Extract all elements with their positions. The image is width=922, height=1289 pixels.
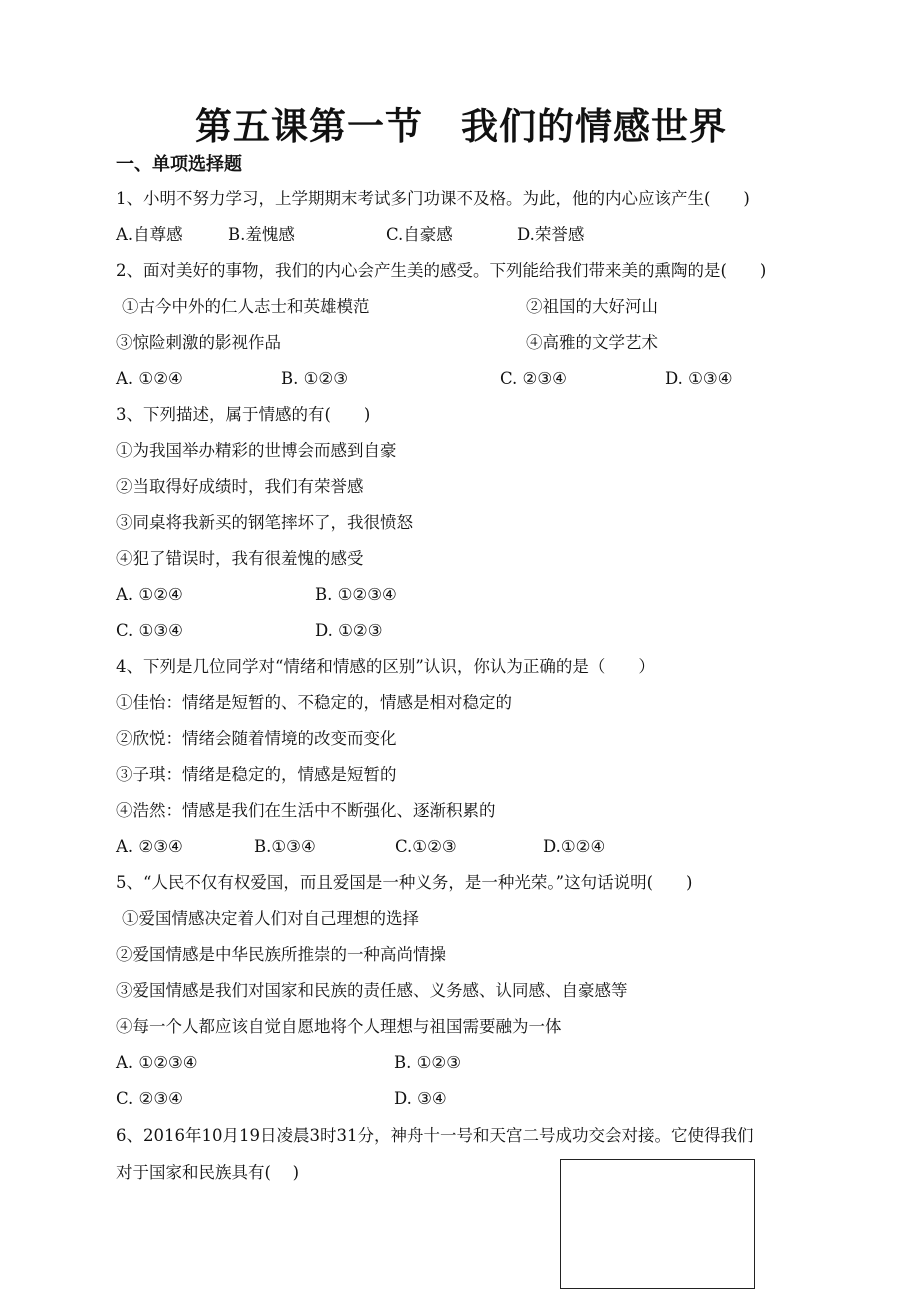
question-1-stem: 1、小明不努力学习，上学期期末考试多门功课不及格。为此，他的内心应该产生( ) <box>116 189 750 208</box>
statement-4: ④高雅的文学艺术 <box>526 333 658 352</box>
question-3-options-row1 <box>116 582 816 608</box>
question-6-stem-line1: 6、2016年10月19日凌晨3时31分，神舟十一号和天宫二号成功交会对接。它使得我们 <box>116 1126 754 1145</box>
option-b: B. ①②③ <box>281 369 348 388</box>
option-d: D.荣誉感 <box>517 225 585 244</box>
option-a: A.自尊感 <box>116 225 183 244</box>
question-3-stem: 3、下列描述，属于情感的有( ) <box>116 405 371 424</box>
statement-2: ②祖国的大好河山 <box>526 297 658 316</box>
section-heading: 一、单项选择题 <box>116 154 242 175</box>
statement-4: ④每一个人都应该自觉自愿地将个人理想与祖国需要融为一体 <box>116 1017 562 1036</box>
statement-2: ②爱国情感是中华民族所推崇的一种高尚情操 <box>116 945 446 964</box>
question-2-options <box>116 366 816 392</box>
question-4-options <box>116 834 816 860</box>
option-b: B.①③④ <box>254 837 316 856</box>
option-a: A. ①②④ <box>116 585 183 604</box>
option-a: A. ①②③④ <box>116 1053 198 1072</box>
option-d: D. ①②③ <box>315 621 383 640</box>
statement-2: ②欣悦：情绪会随着情境的改变而变化 <box>116 729 397 748</box>
statement-1: ①为我国举办精彩的世博会而感到自豪 <box>116 441 397 460</box>
question-1-options <box>116 222 816 248</box>
question-6-stem-line2: 对于国家和民族具有( ) <box>116 1163 300 1182</box>
statement-3: ③同桌将我新买的钢笔摔坏了，我很愤怒 <box>116 513 413 532</box>
statement-3: ③爱国情感是我们对国家和民族的责任感、义务感、认同感、自豪感等 <box>116 981 628 1000</box>
statement-1: ①古今中外的仁人志士和英雄模范 <box>122 297 370 316</box>
question-2-stem: 2、面对美好的事物，我们的内心会产生美的感受。下列能给我们带来美的熏陶的是( ) <box>116 261 767 280</box>
question-4-stem: 4、下列是几位同学对“情绪和情感的区别”认识，你认为正确的是（ ） <box>116 657 655 676</box>
option-d: D. ①③④ <box>665 369 733 388</box>
question-3-options-row2 <box>116 618 816 644</box>
option-c: C. ②③④ <box>116 1089 183 1108</box>
statement-1: ①爱国情感决定着人们对自己理想的选择 <box>122 909 419 928</box>
question-5-options-row2 <box>116 1086 816 1112</box>
option-b: B. ①②③ <box>394 1053 461 1072</box>
statement-3: ③惊险刺激的影视作品 <box>116 333 281 352</box>
option-a: A. ②③④ <box>116 837 183 856</box>
page-title: 第五课第一节 我们的情感世界 <box>195 104 727 148</box>
option-c: C.①②③ <box>395 837 457 856</box>
statement-2: ②当取得好成绩时，我们有荣誉感 <box>116 477 364 496</box>
statement-3: ③子琪：情绪是稳定的，情感是短暂的 <box>116 765 397 784</box>
statement-1: ①佳怡：情绪是短暂的、不稳定的，情感是相对稳定的 <box>116 693 512 712</box>
question-5-options-row1 <box>116 1050 816 1076</box>
question-2-items-row1 <box>116 294 816 320</box>
option-a: A. ①②④ <box>116 369 183 388</box>
option-d: D.①②④ <box>543 837 606 856</box>
image-placeholder-box <box>560 1159 755 1289</box>
question-2-items-row2 <box>116 330 816 356</box>
option-b: B. ①②③④ <box>315 585 397 604</box>
option-b: B.羞愧感 <box>228 225 295 244</box>
option-c: C. ②③④ <box>500 369 567 388</box>
option-d: D. ③④ <box>394 1089 447 1108</box>
option-c: C.自豪感 <box>386 225 453 244</box>
statement-4: ④浩然：情感是我们在生活中不断强化、逐渐积累的 <box>116 801 496 820</box>
question-5-stem: 5、“人民不仅有权爱国，而且爱国是一种义务，是一种光荣。”这句话说明( ) <box>116 873 693 892</box>
statement-4: ④犯了错误时，我有很羞愧的感受 <box>116 549 364 568</box>
option-c: C. ①③④ <box>116 621 183 640</box>
